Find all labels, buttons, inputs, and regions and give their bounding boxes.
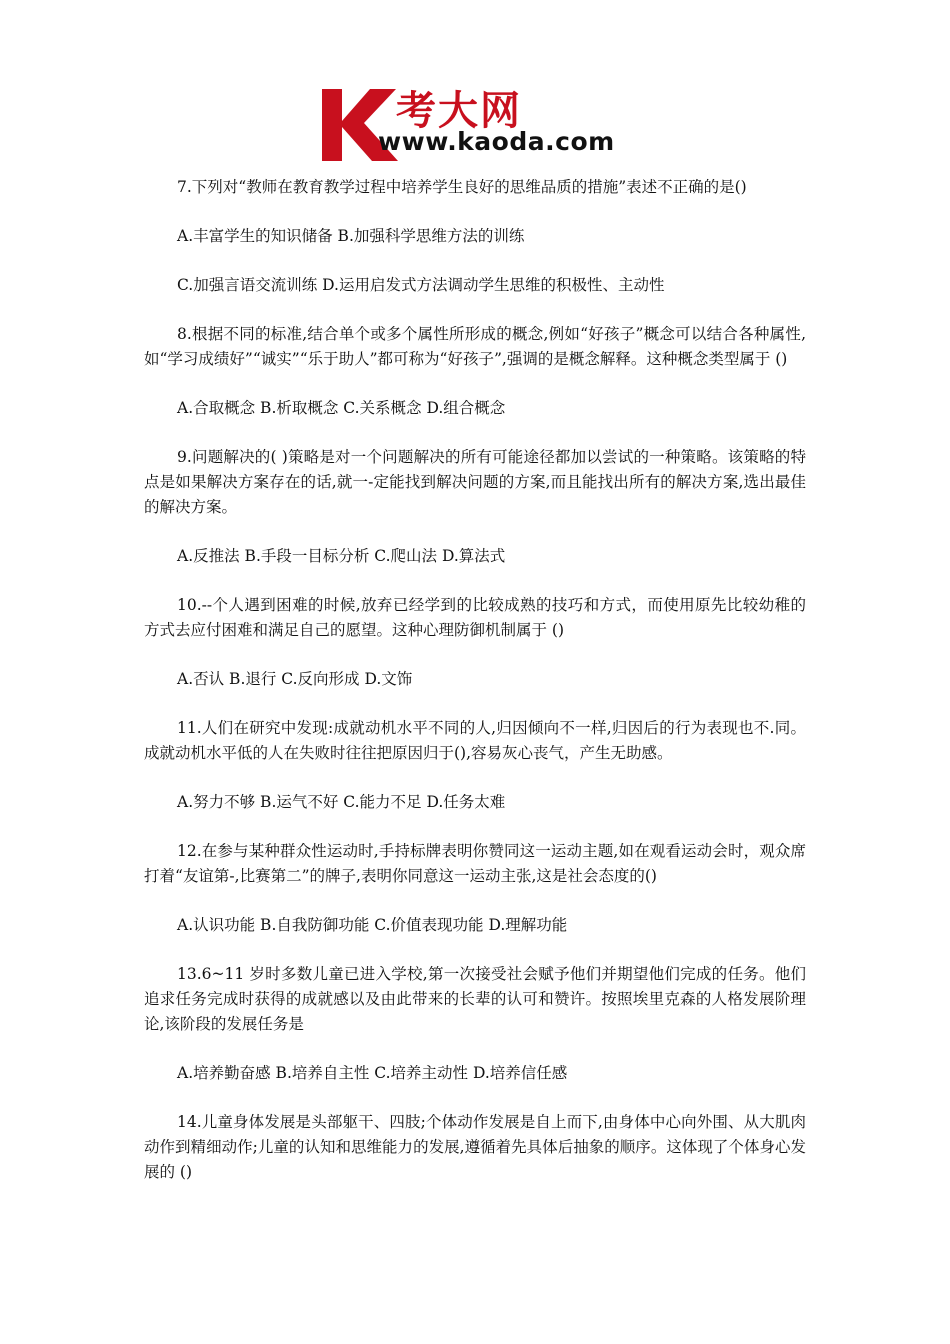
q7-options-cd: C.加强言语交流训练 D.运用启发式方法调动学生思维的积极性、主动性 xyxy=(177,276,665,294)
question-10: 10.--个人遇到困难的时候,放弃已经学到的比较成熟的技巧和方式，而使用原先比较幼稚的方式去应付困难和满足自己的愿望。这种心理防御机制属于 () xyxy=(144,596,806,639)
question-12: 12.在参与某种群众性运动时,手持标牌表明你赞同这一运动主题,如在观看运动会时，观众席打着“友谊第-,比赛第二”的牌子,表明你同意这一运动主张,这是社会态度的() xyxy=(144,842,806,885)
q13-options: A.培养勤奋感 B.培养自主性 C.培养主动性 D.培养信任感 xyxy=(177,1064,568,1082)
logo-url-text: www.kaoda.com xyxy=(378,127,615,156)
q12-options: A.认识功能 B.自我防御功能 C.价值表现功能 D.理解功能 xyxy=(177,916,568,934)
q10-options: A.否认 B.退行 C.反向形成 D.文饰 xyxy=(177,670,413,688)
question-11: 11.人们在研究中发现:成就动机水平不同的人,归因倾向不一样,归因后的行为表现也不.同。成就动机水平低的人在失败时往往把原因归于(),容易灰心丧气，产生无助感。 xyxy=(144,719,806,762)
kaoda-logo[interactable] xyxy=(318,83,638,163)
question-13: 13.6~11 岁时多数儿童已进入学校,第一次接受社会赋予他们并期望他们完成的任务。他们追求任务完成时获得的成就感以及由此带来的长辈的认可和赞许。按照埃里克森的人格发展阶理论,该阶段的发展任务是 xyxy=(144,965,806,1033)
q8-options: A.合取概念 B.析取概念 C.关系概念 D.组合概念 xyxy=(177,399,506,417)
q9-options: A.反推法 B.手段一目标分析 C.爬山法 D.算法式 xyxy=(177,547,506,565)
q7-options-ab: A.丰富学生的知识储备 B.加强科学思维方法的训练 xyxy=(177,227,525,245)
document-body xyxy=(144,175,806,1185)
question-14: 14.儿童身体发展是头部躯干、四肢;个体动作发展是自上而下,由身体中心向外围、从大肌肉动作到精细动作;儿童的认知和思维能力的发展,遵循着先具体后抽象的顺序。这体现了个体身心发展的 () xyxy=(144,1113,806,1181)
question-9: 9.问题解决的( )策略是对一个问题解决的所有可能途径都加以尝试的一种策略。该策略的特点是如果解决方案存在的话,就一-定能找到解决问题的方案,而且能找出所有的解决方案,选出最佳的解决方案。 xyxy=(144,448,806,516)
question-8: 8.根据不同的标准,结合单个或多个属性所形成的概念,例如“好孩子”概念可以结合各种属性,如“学习成绩好”“诚实”“乐于助人”都可称为“好孩子”,强调的是概念解释。这种概念类型属于 () xyxy=(144,325,806,368)
question-7: 7.下列对“教师在教育教学过程中培养学生良好的思维品质的措施”表述不正确的是() xyxy=(177,178,747,196)
q11-options: A.努力不够 B.运气不好 C.能力不足 D.任务太难 xyxy=(177,793,506,811)
logo-brand-text: 考大网 xyxy=(396,88,522,134)
